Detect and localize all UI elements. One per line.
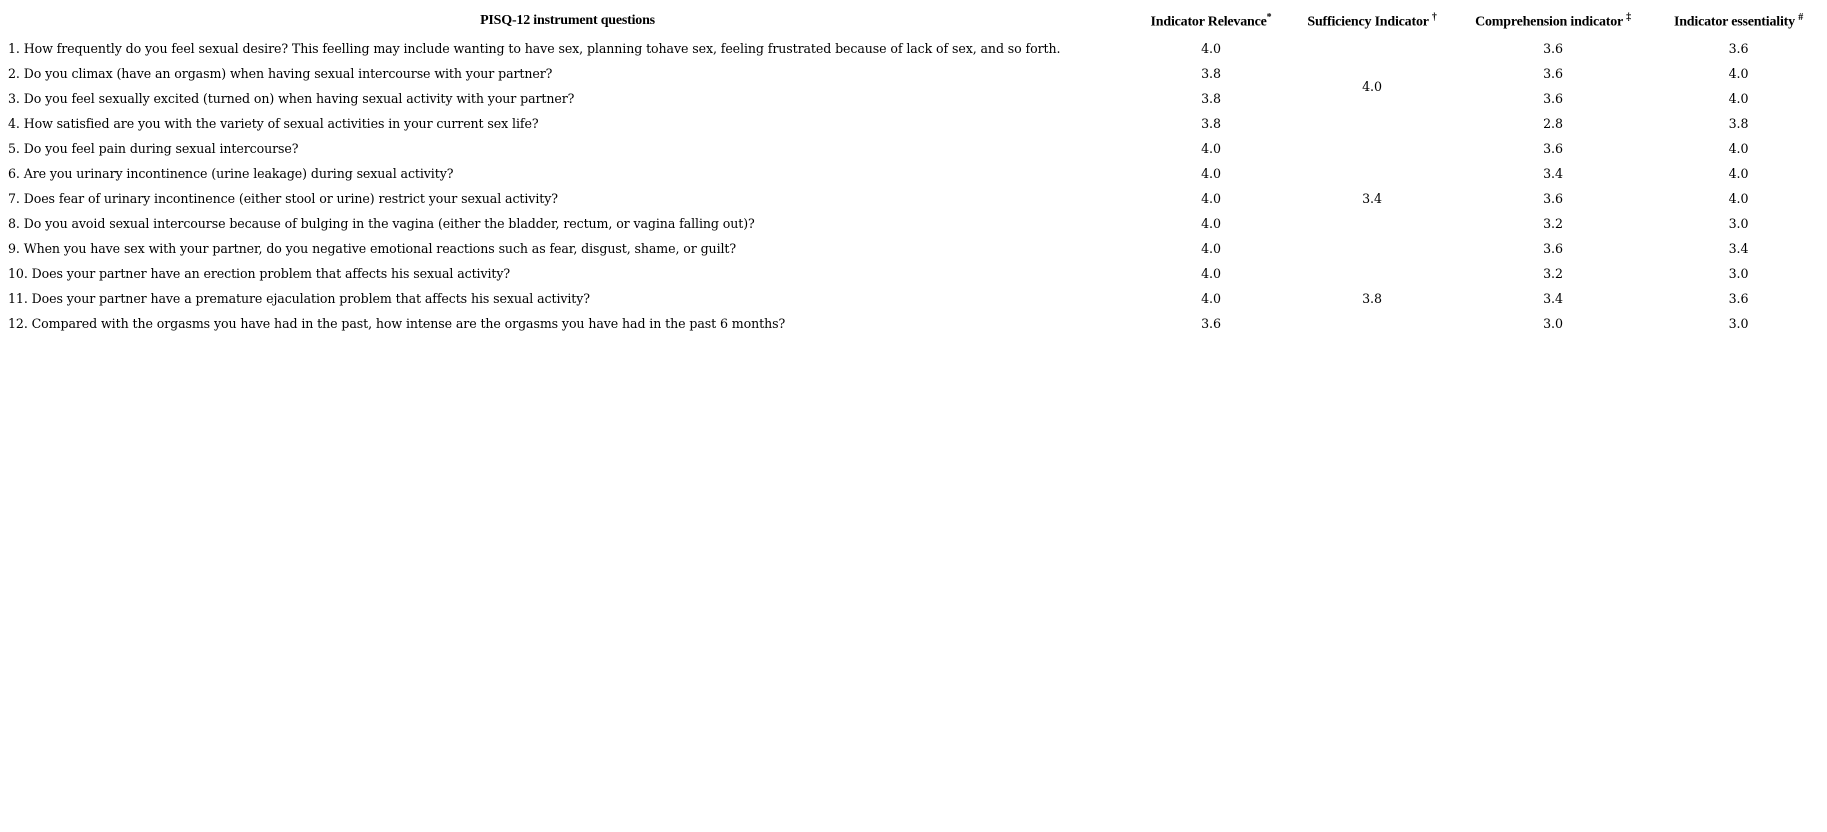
relevance-cell: 4.0 — [1201, 291, 1221, 306]
relevance-cell: 4.0 — [1201, 216, 1221, 231]
relevance-cell: 3.8 — [1201, 116, 1221, 131]
essentiality-cell: 3.6 — [1728, 291, 1749, 306]
table-row — [4, 36, 1824, 61]
relevance-cell: 3.8 — [1201, 91, 1221, 106]
comprehension-cell: 2.8 — [1543, 116, 1563, 131]
header-comprehension-label: Comprehension indicator — [1475, 14, 1623, 30]
essentiality-cell: 3.4 — [1728, 241, 1749, 256]
table-row — [4, 236, 1824, 261]
footnote-mark: # — [1798, 11, 1804, 23]
sufficiency-cell: 4.0 — [1362, 78, 1382, 94]
essentiality-cell: 4.0 — [1728, 66, 1749, 81]
table-row — [4, 261, 1824, 286]
header-row — [4, 6, 1824, 36]
comprehension-cell: 3.6 — [1543, 191, 1563, 206]
comprehension-cell: 3.6 — [1543, 141, 1563, 156]
comprehension-cell: 3.6 — [1543, 91, 1563, 106]
comprehension-cell: 3.6 — [1543, 41, 1563, 56]
header-relevance-label: Indicator Relevance — [1150, 14, 1267, 30]
comprehension-cell: 3.2 — [1543, 266, 1563, 281]
question-cell: 6. Are you urinary incontinence (urine leakage) during sexual activity? — [8, 166, 454, 181]
comprehension-cell: 3.4 — [1543, 166, 1563, 181]
question-cell: 12. Compared with the orgasms you have had in the past, how intense are the orgasms you have had in the past 6 months? — [8, 316, 786, 331]
question-cell: 8. Do you avoid sexual intercourse because of bulging in the vagina (either the bladder, rectum, or vagina falling out)? — [8, 216, 755, 231]
header-relevance — [1131, 6, 1291, 36]
essentiality-cell: 3.6 — [1728, 41, 1749, 56]
table-row — [4, 111, 1824, 136]
question-cell: 5. Do you feel pain during sexual intercourse? — [8, 141, 299, 156]
header-essentiality-label: Indicator essentiality — [1673, 14, 1795, 30]
relevance-cell: 3.6 — [1201, 316, 1221, 331]
comprehension-cell: 3.6 — [1543, 241, 1563, 256]
table-row — [4, 186, 1824, 211]
relevance-cell: 4.0 — [1201, 266, 1221, 281]
essentiality-cell: 4.0 — [1728, 191, 1749, 206]
table-row — [4, 286, 1824, 311]
essentiality-cell: 4.0 — [1728, 141, 1749, 156]
essentiality-cell: 4.0 — [1728, 166, 1749, 181]
relevance-cell: 3.8 — [1201, 66, 1221, 81]
essentiality-cell: 3.0 — [1728, 316, 1749, 331]
header-sufficiency-label: Sufficiency Indicator — [1307, 14, 1429, 30]
header-sufficiency — [1291, 6, 1453, 36]
question-cell: 2. Do you climax (have an orgasm) when having sexual intercourse with your partner? — [8, 66, 553, 81]
table-row — [4, 211, 1824, 236]
footnote-mark: † — [1431, 11, 1437, 23]
comprehension-cell: 3.0 — [1543, 316, 1563, 331]
header-question: PISQ-12 instrument questions — [480, 13, 655, 28]
footnote-mark: ‡ — [1626, 11, 1631, 23]
table-row — [4, 86, 1824, 111]
essentiality-cell: 3.0 — [1728, 266, 1749, 281]
sufficiency-cell: 3.4 — [1362, 191, 1382, 206]
header-comprehension — [1453, 6, 1653, 36]
essentiality-cell: 3.0 — [1728, 216, 1749, 231]
essentiality-cell: 4.0 — [1728, 91, 1749, 106]
question-cell: 9. When you have sex with your partner, do you negative emotional reactions such as fear, disgust, shame, or guilt? — [8, 241, 737, 256]
relevance-cell: 4.0 — [1201, 241, 1221, 256]
relevance-cell: 4.0 — [1201, 166, 1221, 181]
relevance-cell: 4.0 — [1201, 141, 1221, 156]
comprehension-cell: 3.4 — [1543, 291, 1563, 306]
relevance-cell: 4.0 — [1201, 41, 1221, 56]
question-cell: 11. Does your partner have a premature ejaculation problem that affects his sexual activity? — [8, 291, 590, 306]
table-row — [4, 136, 1824, 161]
question-cell: 4. How satisfied are you with the variety of sexual activities in your current sex life? — [8, 116, 539, 131]
header-essentiality — [1653, 6, 1824, 36]
essentiality-cell: 3.8 — [1728, 116, 1749, 131]
comprehension-cell: 3.2 — [1543, 216, 1563, 231]
table-row — [4, 311, 1824, 336]
table-row — [4, 161, 1824, 186]
table-row — [4, 61, 1824, 86]
question-cell: 10. Does your partner have an erection problem that affects his sexual activity? — [8, 266, 511, 281]
sufficiency-cell: 3.8 — [1362, 291, 1382, 306]
question-cell: 3. Do you feel sexually excited (turned on) when having sexual activity with your partner? — [8, 91, 575, 106]
relevance-cell: 4.0 — [1201, 191, 1221, 206]
footnote-mark: * — [1266, 11, 1272, 23]
question-cell: 1. How frequently do you feel sexual desire? This feelling may include wanting to have sex, planning tohave sex, feeling frustrated because of lack of sex, and so forth. — [8, 41, 1061, 56]
pisq12-table — [4, 6, 1824, 336]
comprehension-cell: 3.6 — [1543, 66, 1563, 81]
question-cell: 7. Does fear of urinary incontinence (either stool or urine) restrict your sexual activity? — [8, 191, 558, 206]
